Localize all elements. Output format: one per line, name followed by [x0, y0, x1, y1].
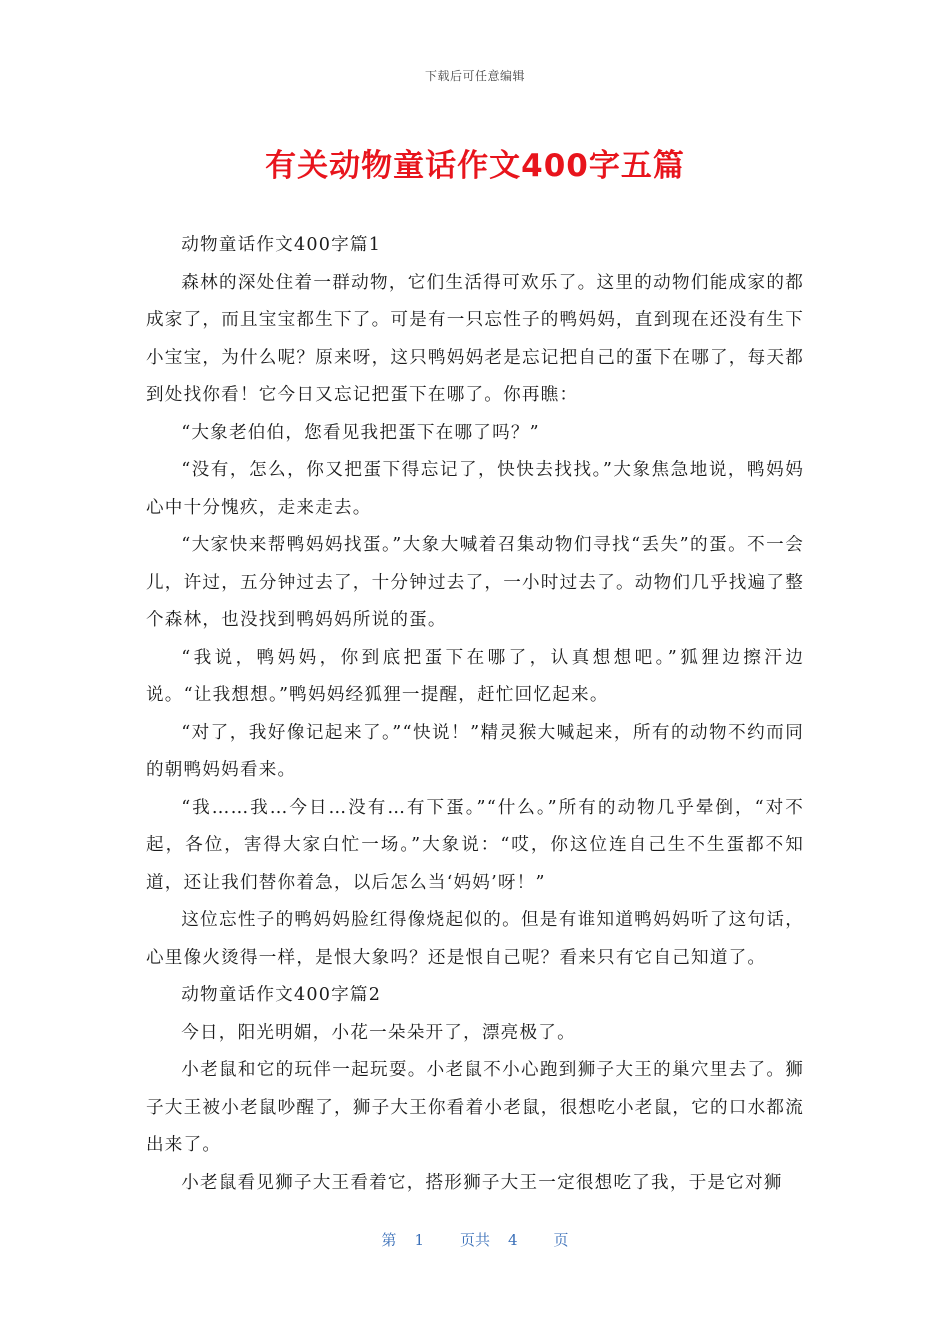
footer-page-suffix: 页	[553, 1231, 569, 1249]
paragraph: “没有，怎么，你又把蛋下得忘记了，快快去找找。”大象焦急地说，鸭妈妈心中十分愧疚，走来走去。	[146, 460, 804, 518]
footer-page-word: 第	[381, 1231, 397, 1249]
section-heading-2: 动物童话作文400字篇2	[181, 985, 382, 1005]
paragraph: “我说，鸭妈妈，你到底把蛋下在哪了，认真想想吧。”狐狸边擦汗边说。“让我想想。”鸭妈妈经狐狸一提醒，赶忙回忆起来。	[146, 647, 804, 705]
paragraph: 小老鼠看见狮子大王看着它，搭形狮子大王一定很想吃了我，于是它对狮	[181, 1172, 783, 1193]
paragraph: 这位忘性子的鸭妈妈脸红得像烧起似的。但是有谁知道鸭妈妈听了这句话，心里像火烫得一样，是恨大象吗？还是恨自己呢？看来只有它自己知道了。	[146, 910, 804, 968]
paragraph: “大家快来帮鸭妈妈找蛋。”大象大喊着召集动物们寻找“丢失”的蛋。不一会儿，许过，五分钟过去了，十分钟过去了，一小时过去了。动物们几乎找遍了整个森林，也没找到鸭妈妈所说的蛋。	[146, 535, 804, 630]
paragraph: 今日，阳光明媚，小花一朵朵开了，漂亮极了。	[181, 1022, 576, 1043]
footer-total-pages: 4	[508, 1231, 518, 1249]
document-body	[146, 227, 804, 1202]
header-note: 下载后可任意编辑	[424, 69, 525, 83]
section-heading-1: 动物童话作文400字篇1	[181, 235, 382, 255]
paragraph: 小老鼠和它的玩伴一起玩耍。小老鼠不小心跑到狮子大王的巢穴里去了。狮子大王被小老鼠吵醒了，狮子大王你看着小老鼠，很想吃小老鼠，它的口水都流出来了。	[146, 1060, 804, 1155]
footer-page-number: 1	[414, 1231, 424, 1249]
paragraph: “大象老伯伯，您看见我把蛋下在哪了吗？”	[181, 422, 540, 443]
page-footer	[0, 1229, 950, 1250]
footer-total-word: 页共	[459, 1231, 490, 1249]
paragraph: “对了，我好像记起来了。”“快说！”精灵猴大喊起来，所有的动物不约而同的朝鸭妈妈看来。	[146, 722, 804, 780]
document-title: 有关动物童话作文400字五篇	[265, 148, 685, 184]
paragraph: “我……我…今日…没有…有下蛋。”“什么。”所有的动物几乎晕倒，“对不起，各位，害得大家白忙一场。”大象说：“哎，你这位连自己生不生蛋都不知道，还让我们替你着急，以后怎么当‘妈妈’呀！”	[146, 797, 804, 893]
paragraph: 森林的深处住着一群动物，它们生活得可欢乐了。这里的动物们能成家的都成家了，而且宝宝都生下了。可是有一只忘性子的鸭妈妈，直到现在还没有生下小宝宝，为什么呢？原来呀，这只鸭妈妈老是忘记把自己的蛋下在哪了，每天都到处找你看！它今日又忘记把蛋下在哪了。你再瞧：	[146, 272, 804, 405]
